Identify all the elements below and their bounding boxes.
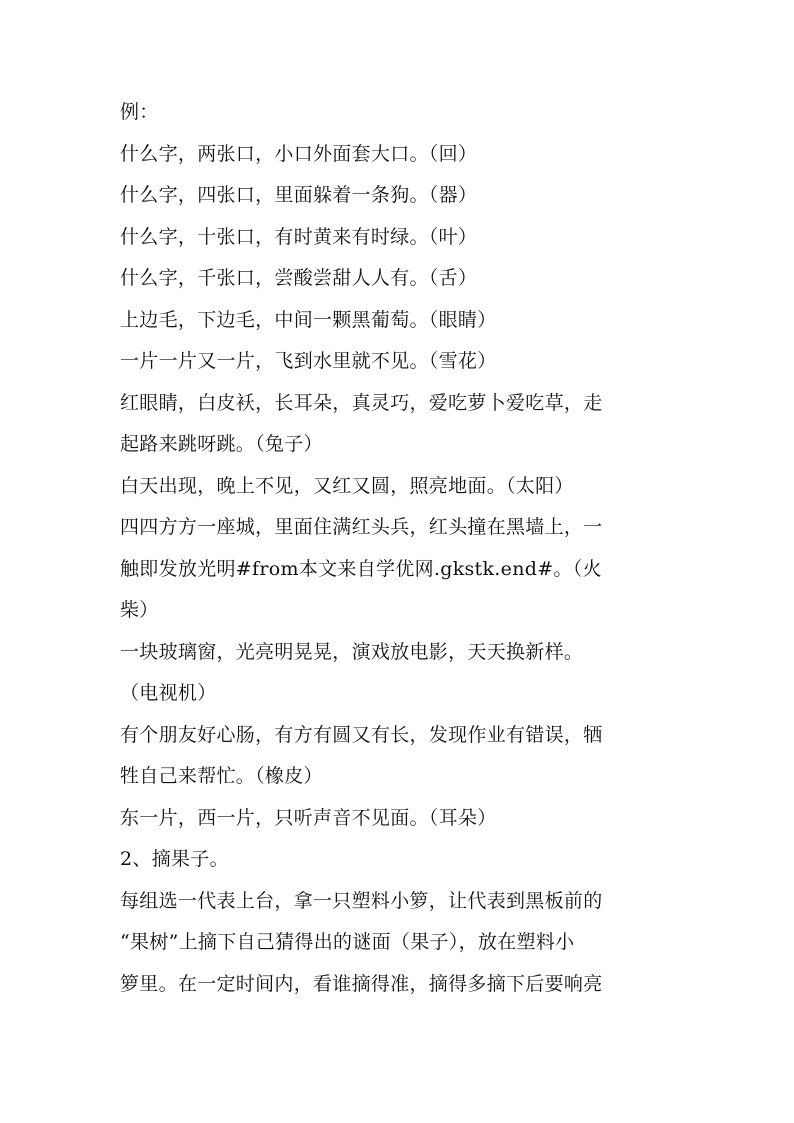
text-line: 什么字，千张口，尝酸尝甜人人有。（舌） [120,267,478,289]
text-line: 什么字，四张口，里面躲着一条狗。（器） [120,184,478,206]
text-line: 起路来跳呀跳。（兔子） [120,433,323,455]
text-line: 白天出现，晚上不见，又红又圆，照亮地面。（太阳） [120,474,574,497]
text-line: 上边毛，下边毛，中间一颗黑葡萄。（眼睛） [120,308,497,331]
text-line: 触即发放光明#from本文来自学优网.gkstk.end#。（火 [120,557,602,580]
document-body [120,92,650,1005]
text-line: 什么字，十张口，有时黄来有时绿。（叶） [120,225,478,248]
text-line: 什么字，两张口，小口外面套大口。（回） [120,142,478,165]
section-heading: 2、摘果子。 [120,848,229,870]
text-line: 柴） [120,599,159,621]
text-line: 一片一片又一片，飞到水里就不见。（雪花） [120,350,497,372]
text-line: 东一片，西一片，只听声音不见面。（耳朵） [120,806,497,829]
text-line: “果树”上摘下自己猜得出的谜面（果子），放在塑料小 [120,931,575,953]
text-line: 一块玻璃窗，光亮明晃晃，演戏放电影，天天换新样。 [120,640,584,663]
text-line: 牲自己来帮忙。（橡皮） [120,765,323,787]
text-line: 四四方方一座城，里面住满红头兵，红头撞在黑墙上，一 [120,516,603,538]
text-line: 箩里。在一定时间内，看谁摘得准，摘得多摘下后要响亮 [120,972,603,995]
text-line: 每组选一代表上台，拿一只塑料小箩，让代表到黑板前的 [120,889,603,912]
text-line: （电视机） [120,682,217,704]
text-line: 例： [120,101,159,123]
text-line: 有个朋友好心肠，有方有圆又有长，发现作业有错误，牺 [120,723,603,746]
text-line: 红眼睛，白皮袄，长耳朵，真灵巧，爱吃萝卜爱吃草，走 [120,391,603,414]
